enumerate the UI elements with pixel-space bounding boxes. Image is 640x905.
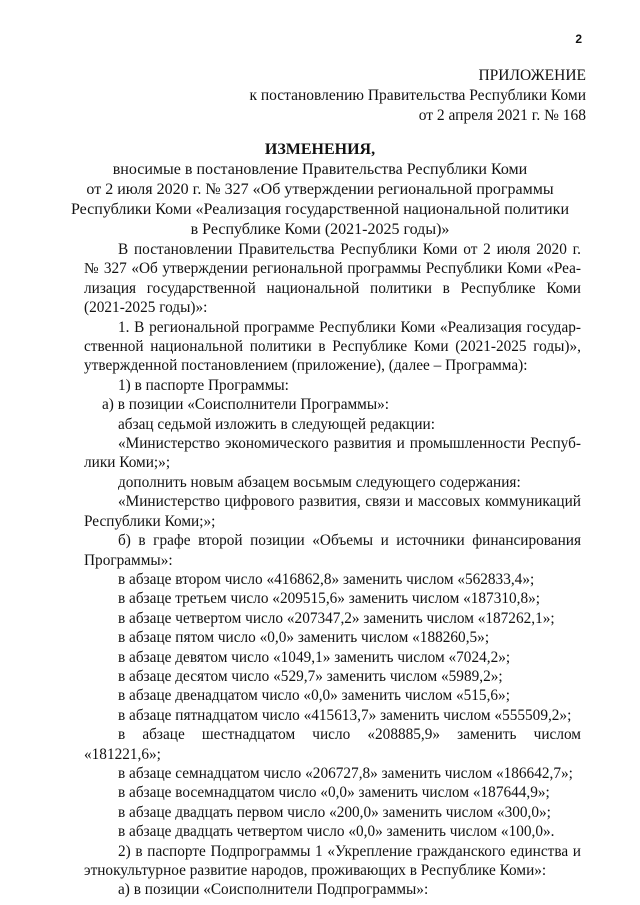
- text-line: № 327 «Об утверждении региональной программы Республики Коми «Реа-: [84, 260, 581, 278]
- list-item: в абзаце восемнадцатом число «0,0» заменить числом «187644,9»;: [118, 784, 550, 802]
- list-item: в абзаце семнадцатом число «206727,8» заменить числом «186642,7»;: [118, 764, 573, 782]
- paragraph-position-b: [84, 531, 581, 570]
- paragraph-ministry-digital: [84, 492, 581, 531]
- text-line: в абзаце шестнадцатом число «208885,9» заменить числом: [118, 726, 581, 744]
- text-line: лики Коми;»;: [84, 454, 171, 472]
- title-heading: ИЗМЕНЕНИЯ,: [264, 141, 376, 158]
- list-item: в абзаце десятом число «529,7» заменить числом «5989,2»;: [118, 667, 503, 685]
- page-number: 2: [575, 32, 582, 46]
- paragraph-position-a: а) в позиции «Соисполнители Программы»:: [102, 396, 390, 414]
- list-item: в абзаце пятом число «0,0» заменить числом «188260,5»;: [118, 629, 490, 647]
- list-item: в абзаце третьем число «209515,6» заменить числом «187310,8»;: [118, 590, 541, 608]
- appendix-reference: к постановлению Правительства Республики Коми: [249, 87, 586, 104]
- document-title: [0, 140, 640, 240]
- text-line: (2021-2025 годы)»:: [84, 299, 208, 317]
- paragraph-subprogram: [84, 842, 581, 881]
- title-line: от 2 июля 2020 г. № 327 «Об утверждении региональной программы: [86, 181, 554, 198]
- paragraph-add-abzac8: дополнить новым абзацем восьмым следующего содержания:: [118, 473, 521, 491]
- text-line: «Министерство экономического развития и промышленности Респуб-: [118, 435, 581, 453]
- text-line: 2) в паспорте Подпрограммы 1 «Укрепление гражданского единства и: [118, 842, 581, 860]
- title-line: в Республике Коми (2021-2025 годы)»: [190, 221, 450, 238]
- paragraph-intro: [84, 240, 581, 318]
- paragraph-1: [84, 318, 581, 376]
- list-item: [84, 725, 581, 764]
- title-line: вносимые в постановление Правительства Республики Коми: [112, 161, 528, 178]
- text-line: «Министерство цифрового развития, связи и массовых коммуникаций: [118, 493, 581, 511]
- text-line: Программы»:: [84, 551, 173, 569]
- list-item: в абзаце втором число «416862,8» заменить числом «562833,4»;: [118, 570, 535, 588]
- appendix-date: от 2 апреля 2021 г. № 168: [418, 107, 586, 124]
- list-item: в абзаце девятом число «1049,1» заменить числом «7024,2»;: [118, 648, 511, 666]
- text-line: этнокультурное развитие народов, проживающих в Республике Коми»:: [84, 862, 547, 879]
- appendix-header: [249, 66, 586, 126]
- list-item: в абзаце пятнадцатом число «415613,7» заменить числом «555509,2»;: [118, 706, 572, 724]
- appendix-label: ПРИЛОЖЕНИЕ: [478, 67, 586, 84]
- paragraph-passport: 1) в паспорте Программы:: [118, 376, 289, 394]
- paragraph-subprogram-position-a: а) в позиции «Соисполнители Подпрограммы»:: [118, 881, 429, 899]
- paragraph-abzac7: абзац седьмой изложить в следующей редакции:: [118, 415, 435, 433]
- text-line: Республики Коми;»;: [84, 512, 216, 530]
- text-line: В постановлении Правительства Республики Коми от 2 июля 2020 г.: [118, 241, 581, 258]
- list-item: в абзаце четвертом число «207347,2» заменить числом «187262,1»;: [118, 609, 555, 627]
- list-item: в абзаце двадцать четвертом число «0,0» заменить числом «100,0».: [118, 823, 555, 841]
- text-line: «181221,6»;: [84, 745, 161, 763]
- paragraph-ministry-econ: [84, 434, 581, 473]
- text-line: лизация государственной национальной политики в Республике Коми: [84, 279, 581, 297]
- list-item: в абзаце двенадцатом число «0,0» заменить числом «515,6»;: [118, 687, 510, 705]
- text-line: утвержденной постановлением (приложение), (далее – Программа):: [84, 357, 528, 375]
- list-item: в абзаце двадцать первом число «200,0» заменить числом «300,0»;: [118, 803, 551, 821]
- document-body: [84, 240, 581, 900]
- text-line: б) в графе второй позиции «Объемы и источники финансирования: [118, 532, 581, 550]
- text-line: 1. В региональной программе Республики Коми «Реализация государ-: [118, 318, 581, 336]
- text-line: ственной национальной политики в Республике Коми (2021-2025 годы)»,: [84, 338, 581, 356]
- title-line: Республики Коми «Реализация государственной национальной политики: [70, 201, 570, 218]
